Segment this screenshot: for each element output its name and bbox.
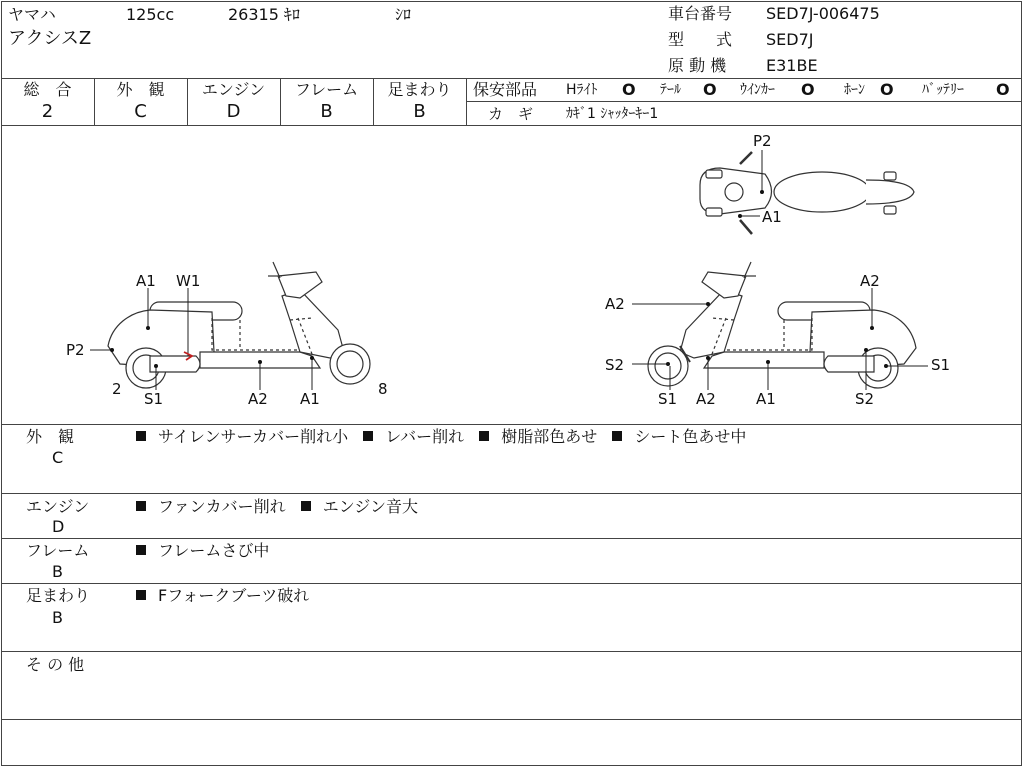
- frame-grade-label: フレーム: [294, 80, 359, 99]
- headlight-label: Hﾗｲﾄ: [566, 82, 598, 98]
- label-a2-right-top: A2: [860, 272, 880, 290]
- model-code: SED7J: [766, 30, 814, 49]
- keys-label: カ ギ: [488, 105, 534, 123]
- label-a1-left-bottom: A1: [300, 390, 320, 408]
- headlight-status: O: [622, 80, 636, 99]
- bullet-icon: [136, 590, 146, 600]
- engine-code-label: 原 動 機: [668, 56, 727, 75]
- exterior-item: レバー削れ: [385, 427, 465, 446]
- suspension-grade: B: [413, 101, 426, 122]
- body-color: ｼﾛ: [395, 5, 412, 24]
- engine-grade-label: エンジン: [201, 80, 266, 99]
- exterior-item: サイレンサーカバー削れ小: [158, 427, 349, 446]
- divider: [1, 538, 1022, 539]
- exterior-item: シート色あせ中: [634, 427, 747, 446]
- safety-parts-label: 保安部品: [473, 80, 538, 99]
- engine-grade: D: [226, 101, 241, 122]
- exterior-item: 樹脂部色あせ: [501, 427, 598, 446]
- label-p2-top: P2: [753, 132, 772, 150]
- engine-code: E31BE: [766, 56, 818, 75]
- suspension-items: [136, 586, 319, 606]
- frame-item: フレームさび中: [158, 541, 270, 560]
- horn-status: O: [880, 80, 894, 99]
- label-s2-right-bottom: S2: [855, 390, 875, 408]
- suspension-section-title: 足まわり: [26, 586, 91, 605]
- engine-item: ファンカバー削れ: [158, 497, 286, 516]
- bullet-icon: [301, 501, 311, 511]
- bullet-icon: [136, 545, 146, 555]
- label-a1-top: A1: [762, 208, 782, 226]
- label-a1-left-top: A1: [136, 272, 156, 290]
- label-a2-right-bottom: A2: [696, 390, 716, 408]
- bullet-icon: [363, 431, 373, 441]
- divider: [1, 651, 1022, 652]
- label-p2-left: P2: [66, 341, 85, 359]
- model-code-label: 型 式: [668, 30, 733, 49]
- maker: ヤマハ: [8, 5, 56, 24]
- label-s1-left: S1: [144, 390, 164, 408]
- overall-grade-label: 総 合: [23, 80, 72, 99]
- suspension-item: Fフォークブーツ破れ: [158, 586, 310, 605]
- tail-status: O: [703, 80, 717, 99]
- frame-items: [136, 541, 279, 561]
- overall-grade: 2: [41, 101, 54, 122]
- label-a1-right-bottom: A1: [756, 390, 776, 408]
- label-number-8: 8: [378, 380, 388, 398]
- exterior-grade: C: [134, 101, 147, 122]
- other-section-title: そ の 他: [26, 655, 85, 674]
- label-w1: W1: [176, 272, 201, 290]
- bullet-icon: [612, 431, 622, 441]
- winker-label: ｳｲﾝｶｰ: [740, 82, 775, 98]
- label-a2-right-left: A2: [605, 295, 625, 313]
- scooter-top-view: [700, 152, 914, 234]
- frame-grade: B: [320, 101, 333, 122]
- bullet-icon: [136, 501, 146, 511]
- divider: [466, 101, 1022, 102]
- exterior-items: [136, 427, 756, 447]
- scooter-diagram: [0, 126, 1024, 424]
- winker-status: O: [801, 80, 815, 99]
- label-s1-right: S1: [931, 356, 951, 374]
- displacement: 125cc: [126, 5, 175, 24]
- exterior-section-grade: C: [52, 448, 64, 467]
- model-name: アクシスZ: [8, 28, 92, 49]
- divider: [1, 78, 1022, 79]
- label-s1-right-bottom: S1: [658, 390, 678, 408]
- horn-label: ﾎｰﾝ: [844, 82, 865, 98]
- frame-no: SED7J-006475: [766, 4, 880, 23]
- engine-section-title: エンジン: [26, 497, 90, 516]
- bullet-icon: [479, 431, 489, 441]
- suspension-grade-label: 足まわり: [387, 80, 452, 99]
- label-number-2: 2: [112, 380, 122, 398]
- bullet-icon: [136, 431, 146, 441]
- mileage: 26315 ｷﾛ: [228, 5, 300, 24]
- label-a2-left: A2: [248, 390, 268, 408]
- label-s2-right-left: S2: [605, 356, 625, 374]
- engine-section-grade: D: [52, 517, 65, 536]
- exterior-grade-label: 外 観: [116, 80, 165, 99]
- engine-item: エンジン音大: [322, 497, 418, 516]
- frame-no-label: 車台番号: [668, 4, 733, 23]
- divider: [1, 424, 1022, 425]
- frame-section-title: フレーム: [26, 541, 90, 560]
- battery-status: O: [996, 80, 1010, 99]
- divider: [1, 583, 1022, 584]
- tail-label: ﾃｰﾙ: [660, 82, 681, 98]
- divider: [466, 78, 467, 125]
- suspension-section-grade: B: [52, 608, 63, 627]
- battery-label: ﾊﾞｯﾃﾘｰ: [922, 82, 964, 98]
- keys-value: ｶｷﾞ1 ｼｬｯﾀｰｷｰ1: [566, 106, 659, 122]
- frame-section-grade: B: [52, 562, 63, 581]
- exterior-section-title: 外 観: [26, 427, 75, 446]
- engine-items: [136, 497, 428, 517]
- divider: [1, 719, 1022, 720]
- divider: [1, 493, 1022, 494]
